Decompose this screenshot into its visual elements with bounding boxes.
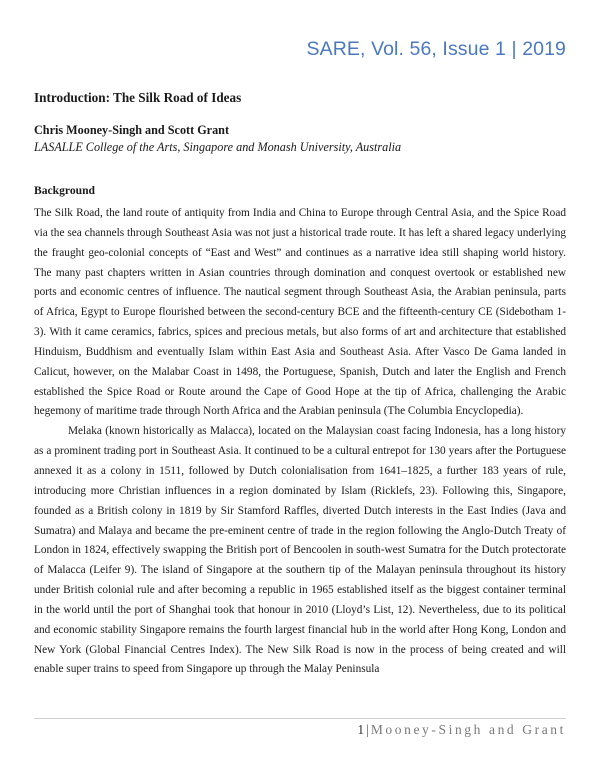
footer-divider — [34, 718, 566, 719]
journal-header: SARE, Vol. 56, Issue 1 | 2019 — [306, 38, 566, 60]
author-affiliation: LASALLE College of the Arts, Singapore and Monash University, Australia — [34, 140, 402, 154]
footer-separator: | — [366, 722, 369, 737]
body-text — [34, 204, 566, 680]
running-head: Mooney-Singh and Grant — [370, 722, 566, 737]
section-heading: Background — [34, 184, 95, 197]
article-authors: Chris Mooney-Singh and Scott Grant — [34, 123, 230, 137]
page-number: 1 — [357, 722, 365, 737]
paragraph: The Silk Road, the land route of antiquity from India and China to Europe through Central Asia, and the Spice Road via the sea channels through Southeast Asia was not just a historical trade route. It has left a shared legacy underlying the fraught geo-colonial concepts of “East and West” and continues as a narrative idea still shaping world history. The many past chapters written in Asian countries through domination and conquest overtook or established new ports and economic centres of influence. The nautical segment through Southeast Asia, the Arabian peninsula, parts of Africa, Egypt to Europe flourished between the second-century BCE and the fifteenth-century CE (Sidebotham 1-3). With it came ceramics, fabrics, spices and precious metals, but also forms of art and architecture that established Hinduism, Buddhism and eventually Islam within East Asia and Southeast Asia. After Vasco De Gama landed in Calicut, however, on the Malabar Coast in 1498, the Portuguese, Spanish, Dutch and later the English and French established the Spice Road or Route around the Cape of Good Hope at the tip of Africa, challenging the Arabic hegemony of maritime trade through North Africa and the Arabian peninsula (The Columbia Encyclopedia). — [34, 207, 566, 418]
article-title: Introduction: The Silk Road of Ideas — [34, 90, 242, 105]
paragraph: Melaka (known historically as Malacca), located on the Malaysian coast facing Indonesia, has a long history as a prominent trading port in Southeast Asia. It continued to be a cultural entrepot for 130 years after the Portuguese annexed it as a colony in 1511, followed by Dutch colonialisation from 1641–1825, a further 183 years of rule, introducing more Christian influences in a region dominated by Islam (Ricklefs, 23). Following this, Singapore, founded as a British colony in 1819 by Sir Stamford Raffles, diverted Dutch interests in the East Indies (Java and Sumatra) and Malaya and became the pre-eminent centre of trade in the region following the Anglo-Dutch Treaty of London in 1824, effectively swapping the British port of Bencoolen in south-west Sumatra for the Dutch protectorate of Malacca (Leifer 9). The island of Singapore at the southern tip of the Malayan peninsula throughout its history under British colonial rule and after becoming a republic in 1965 established itself as the biggest container terminal in the world until the port of Shanghai took that honour in 2010 (Lloyd’s List, 12). Nevertheless, due to its political and economic stability Singapore remains the fourth largest financial hub in the world after Hong Kong, London and New York (Global Financial Centres Index). The New Silk Road is now in the process of being created and will enable super trains to speed from Singapore up through the Malay Peninsula — [34, 425, 566, 676]
page-footer — [357, 722, 566, 738]
